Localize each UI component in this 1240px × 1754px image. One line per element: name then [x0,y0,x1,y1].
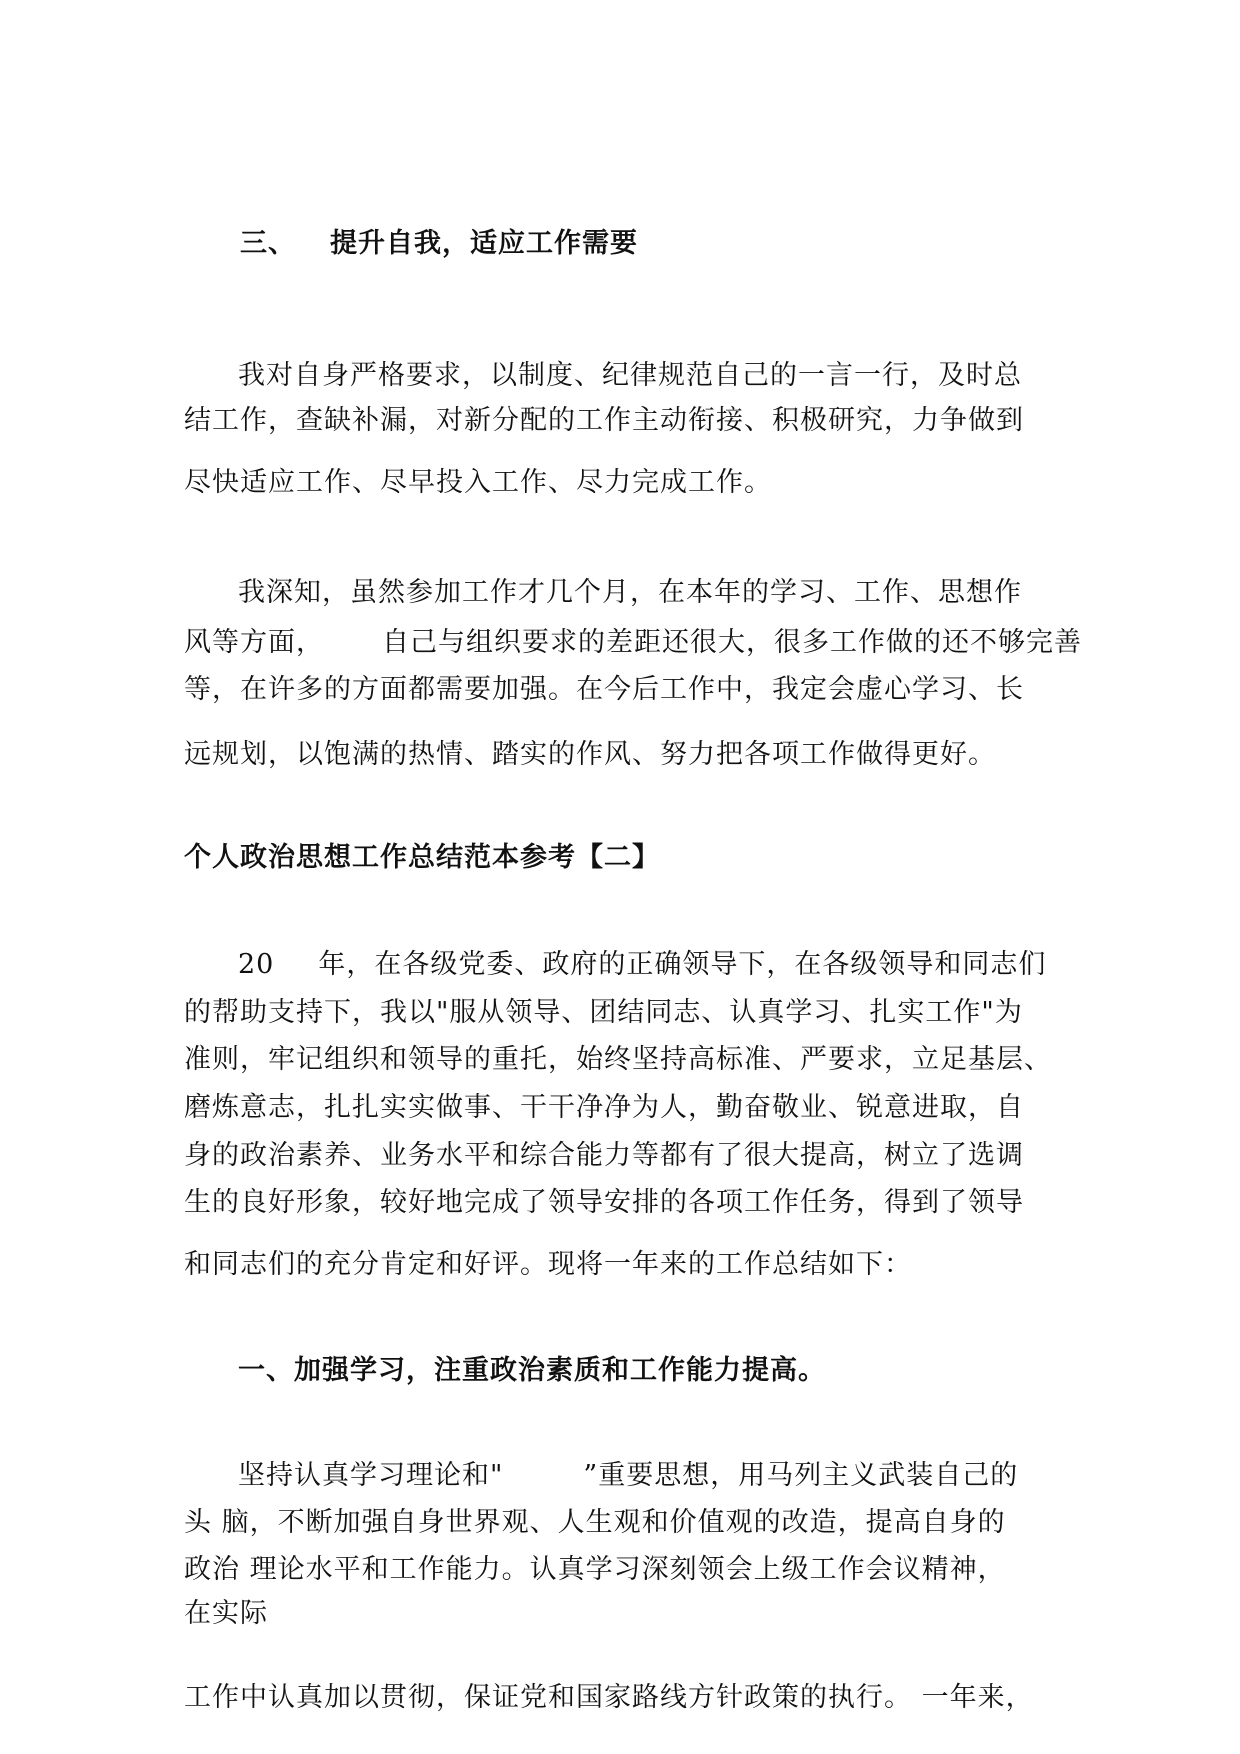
paragraph-line: 头 脑，不断加强自身世界观、人生观和价值观的改造，提高自身的 [184,1507,1006,1538]
paragraph-line: 远规划，以饱满的热情、踏实的作风、努力把各项工作做得更好。 [184,739,996,770]
paragraph-line: 和同志们的充分肯定和好评。现将一年来的工作总结如下： [184,1249,912,1280]
paragraph-line: 身的政治素养、业务水平和综合能力等都有了很大提高，树立了选调 [184,1140,1024,1171]
paragraph-text: ”重要思想，用马列主义武装自己的 [583,1460,1019,1491]
paragraph-line: 结工作，查缺补漏，对新分配的工作主动衔接、积极研究，力争做到 [184,405,1024,436]
paragraph-line: 工作中认真加以贯彻，保证党和国家路线方针政策的执行。 一年来， [184,1682,1034,1713]
paragraph-line [238,949,1046,981]
paragraph-text: 坚持认真学习理论和" [238,1460,504,1491]
paragraph-text: 自己与组织要求的差距还很大，很多工作做的还不够完善 [382,627,1082,658]
paragraph-line: 的帮助支持下，我以"服从领导、团结同志、认真学习、扎实工作"为 [184,997,1023,1028]
paragraph-text: 风等方面， [184,627,324,658]
section-heading [240,228,638,260]
paragraph-line: 磨炼意志，扎扎实实做事、干干净净为人，勤奋敬业、锐意进取，自 [184,1092,1024,1123]
paragraph-line: 生的良好形象，较好地完成了领导安排的各项工作任务，得到了领导 [184,1187,1024,1218]
paragraph-line: 我对自身严格要求，以制度、纪律规范自己的一言一行，及时总 [238,360,1022,391]
paragraph-line: 在实际 [184,1598,268,1629]
article-title: 个人政治思想工作总结范本参考【二】 [184,842,660,873]
section-heading: 一、加强学习，注重政治素质和工作能力提高。 [238,1355,826,1386]
paragraph-line [238,1460,1018,1492]
paragraph-line: 准则，牢记组织和领导的重托，始终坚持高标准、严要求，立足基层、 [184,1044,1052,1075]
paragraph-line: 我深知，虽然参加工作才几个月，在本年的学习、工作、思想作 [238,577,1022,608]
paragraph-line: 等，在许多的方面都需要加强。在今后工作中，我定会虚心学习、长 [184,674,1024,705]
paragraph-line: 尽快适应工作、尽早投入工作、尽力完成工作。 [184,467,772,498]
year-text: 20 [238,949,275,980]
paragraph-line [184,627,1082,659]
paragraph-line: 政治 理论水平和工作能力。认真学习深刻领会上级工作会议精神， [184,1554,1006,1585]
section-heading-text: 提升自我，适应工作需要 [330,228,638,259]
paragraph-text: 年，在各级党委、政府的正确领导下，在各级领导和同志们 [318,949,1047,980]
section-heading-number: 三、 [240,228,296,259]
